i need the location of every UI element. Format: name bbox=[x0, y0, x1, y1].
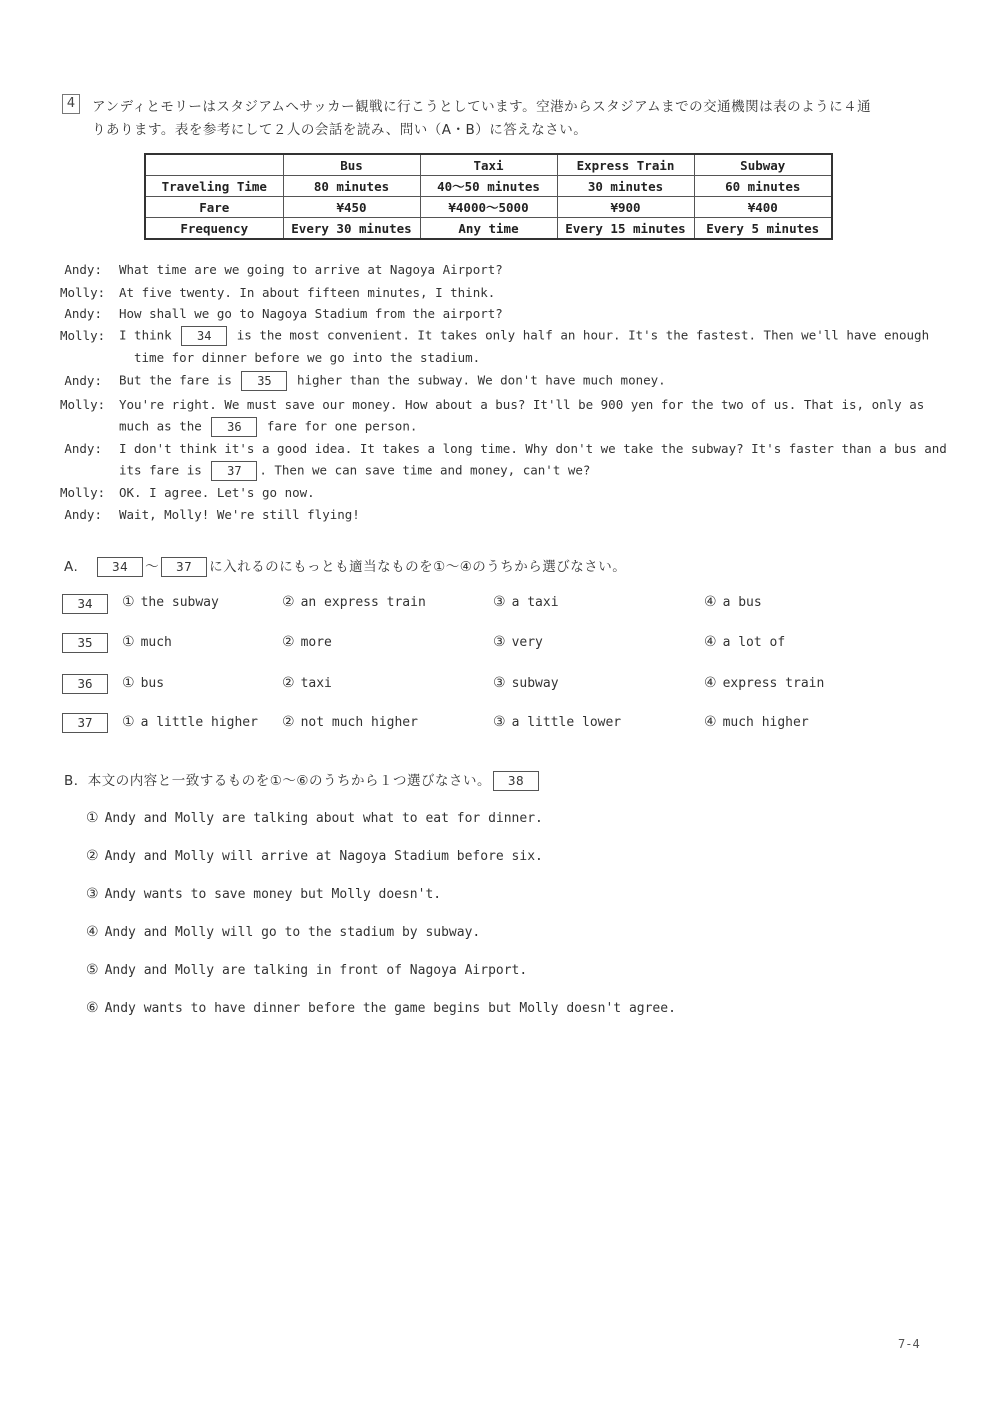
choice-text: Andy wants to have dinner before the game begins but Molly doesn't agree. bbox=[104, 1001, 676, 1016]
choice[interactable] bbox=[86, 886, 441, 902]
dialogue-text: much as the bbox=[119, 418, 202, 434]
option[interactable] bbox=[122, 675, 164, 691]
table-cell: ¥400 bbox=[694, 197, 832, 218]
speaker-label: Andy: bbox=[64, 441, 102, 456]
page-number: 7-4 bbox=[898, 1337, 920, 1351]
table-cell: Frequency bbox=[145, 218, 283, 240]
speaker-label: Andy: bbox=[64, 306, 102, 321]
table-header-row bbox=[145, 154, 832, 176]
option-mark: ① bbox=[122, 594, 135, 610]
option-mark: ④ bbox=[704, 714, 717, 730]
dialogue-line bbox=[119, 371, 666, 391]
option-mark: ① bbox=[122, 675, 135, 691]
option-mark: ④ bbox=[704, 594, 717, 610]
table-cell: 30 minutes bbox=[557, 176, 694, 197]
option-text: very bbox=[511, 635, 543, 650]
choice-text: Andy and Molly are talking in front of Nagoya Airport. bbox=[104, 963, 528, 978]
option-mark: ③ bbox=[493, 675, 506, 691]
range-tilde: ～ bbox=[145, 559, 160, 575]
option-text: a lot of bbox=[722, 635, 786, 650]
dialogue-text: fare for one person. bbox=[266, 418, 418, 434]
option-text: express train bbox=[722, 676, 825, 691]
table-cell: Fare bbox=[145, 197, 283, 218]
item-number-box: 37 bbox=[62, 713, 108, 733]
part-a-heading bbox=[64, 555, 626, 577]
table-row bbox=[145, 197, 832, 218]
speaker-label: Andy: bbox=[64, 373, 102, 388]
option[interactable] bbox=[122, 594, 219, 610]
choice-mark: ② bbox=[86, 848, 99, 864]
dialogue-text: is the most convenient. It takes only half an hour. It's the fastest. Then we'll have enough bbox=[236, 327, 930, 343]
table-cell: Every 30 minutes bbox=[283, 218, 420, 240]
choice-mark: ⑤ bbox=[86, 962, 99, 978]
dialogue-line: OK. I agree. Let's go now. bbox=[119, 485, 315, 500]
option-text: taxi bbox=[300, 676, 332, 691]
table-cell: 60 minutes bbox=[694, 176, 832, 197]
dialogue-text: I think bbox=[119, 327, 172, 343]
option-mark: ④ bbox=[704, 675, 717, 691]
dialogue-line bbox=[119, 461, 590, 481]
option[interactable] bbox=[282, 594, 426, 610]
option[interactable] bbox=[493, 675, 559, 691]
option[interactable] bbox=[704, 714, 809, 730]
option[interactable] bbox=[493, 634, 543, 650]
option-mark: ④ bbox=[704, 634, 717, 650]
choice-mark: ③ bbox=[86, 886, 99, 902]
answer-blank-34: 34 bbox=[181, 326, 227, 346]
option[interactable] bbox=[282, 714, 418, 730]
dialogue-line: At five twenty. In about fifteen minutes, I think. bbox=[119, 285, 496, 300]
option-text: the subway bbox=[140, 595, 219, 610]
option-text: a bus bbox=[722, 595, 762, 610]
answer-box-38: 38 bbox=[493, 771, 539, 791]
option[interactable] bbox=[704, 675, 824, 691]
option-text: subway bbox=[511, 676, 559, 691]
dialogue-text: But the fare is bbox=[119, 372, 232, 388]
dialogue-line bbox=[119, 326, 929, 346]
choice-mark: ④ bbox=[86, 924, 99, 940]
choice[interactable] bbox=[86, 848, 543, 864]
table-header-cell: Subway bbox=[694, 154, 832, 176]
option-mark: ③ bbox=[493, 594, 506, 610]
question-number-box: 4 bbox=[62, 94, 80, 114]
table-header-cell: Bus bbox=[283, 154, 420, 176]
table-row bbox=[145, 176, 832, 197]
dialogue-line: You're right. We must save our money. How about a bus? It'll be 900 yen for the two of us. That is, only as bbox=[119, 397, 925, 412]
speaker-label: Molly: bbox=[60, 285, 106, 300]
dialogue-line bbox=[119, 417, 417, 437]
part-b-heading bbox=[64, 769, 541, 791]
transport-table bbox=[144, 153, 833, 240]
dialogue-text: . Then we can save time and money, can't we? bbox=[259, 462, 591, 478]
dialogue-line: What time are we going to arrive at Nagoya Airport? bbox=[119, 262, 503, 277]
choice[interactable] bbox=[86, 962, 527, 978]
option-mark: ② bbox=[282, 594, 295, 610]
option-text: a little lower bbox=[511, 715, 622, 730]
speaker-label: Molly: bbox=[60, 328, 106, 343]
table-cell: ¥900 bbox=[557, 197, 694, 218]
option-mark: ② bbox=[282, 675, 295, 691]
dialogue-line: time for dinner before we go into the stadium. bbox=[134, 350, 481, 365]
option[interactable] bbox=[493, 594, 559, 610]
option[interactable] bbox=[282, 675, 332, 691]
dialogue-text: its fare is bbox=[119, 462, 202, 478]
intro-line-2: りあります。表を参考にして２人の会話を読み、問い（A・B）に答えなさい。 bbox=[92, 122, 588, 138]
choice[interactable] bbox=[86, 1000, 676, 1016]
table-row bbox=[145, 218, 832, 240]
option-text: bus bbox=[140, 676, 165, 691]
dialogue-line: How shall we go to Nagoya Stadium from the airport? bbox=[119, 306, 503, 321]
table-cell: 40～50 minutes bbox=[420, 176, 557, 197]
option[interactable] bbox=[704, 594, 762, 610]
option-text: a little higher bbox=[140, 715, 258, 730]
table-header-cell: Express Train bbox=[557, 154, 694, 176]
choice-text: Andy and Molly will arrive at Nagoya Stadium before six. bbox=[104, 849, 543, 864]
speaker-label: Molly: bbox=[60, 397, 106, 412]
table-header-cell bbox=[145, 154, 283, 176]
option[interactable] bbox=[122, 714, 258, 730]
choice[interactable] bbox=[86, 810, 543, 826]
option-text: much higher bbox=[722, 715, 809, 730]
speaker-label: Andy: bbox=[64, 507, 102, 522]
choice-text: Andy wants to save money but Molly doesn't. bbox=[104, 887, 442, 902]
option[interactable] bbox=[122, 634, 172, 650]
table-cell: 80 minutes bbox=[283, 176, 420, 197]
option-mark: ② bbox=[282, 634, 295, 650]
option[interactable] bbox=[493, 714, 621, 730]
answer-blank-36: 36 bbox=[211, 417, 257, 437]
speaker-label: Andy: bbox=[64, 262, 102, 277]
choice-mark: ① bbox=[86, 810, 99, 826]
table-cell: Every 15 minutes bbox=[557, 218, 694, 240]
part-a-label: A. bbox=[64, 559, 79, 575]
answer-blank-35: 35 bbox=[241, 371, 287, 391]
range-start-box: 34 bbox=[97, 557, 143, 577]
dialogue-line: Wait, Molly! We're still flying! bbox=[119, 507, 360, 522]
option[interactable] bbox=[704, 634, 785, 650]
choice-text: Andy and Molly are talking about what to eat for dinner. bbox=[104, 811, 543, 826]
table-cell: Any time bbox=[420, 218, 557, 240]
dialogue-text: higher than the subway. We don't have much money. bbox=[296, 372, 666, 388]
item-number-box: 35 bbox=[62, 633, 108, 653]
choice[interactable] bbox=[86, 924, 480, 940]
speaker-label: Molly: bbox=[60, 485, 106, 500]
option-text: much bbox=[140, 635, 172, 650]
intro-line-1: アンディとモリーはスタジアムへサッカー観戦に行こうとしています。空港からスタジアムまでの交通機関は表のように４通 bbox=[92, 99, 872, 115]
item-number-box: 34 bbox=[62, 594, 108, 614]
range-end-box: 37 bbox=[161, 557, 207, 577]
choice-mark: ⑥ bbox=[86, 1000, 99, 1016]
answer-blank-37: 37 bbox=[211, 461, 257, 481]
table-cell: ¥450 bbox=[283, 197, 420, 218]
part-b-instruction: B．本文の内容と一致するものを①～⑥のうちから１つ選びなさい。 bbox=[64, 773, 491, 789]
choice-text: Andy and Molly will go to the stadium by subway. bbox=[104, 925, 481, 940]
table-header-cell: Taxi bbox=[420, 154, 557, 176]
option-mark: ② bbox=[282, 714, 295, 730]
option-mark: ① bbox=[122, 634, 135, 650]
option-text: a taxi bbox=[511, 595, 559, 610]
option[interactable] bbox=[282, 634, 332, 650]
option-text: more bbox=[300, 635, 332, 650]
item-number-box: 36 bbox=[62, 674, 108, 694]
option-mark: ③ bbox=[493, 634, 506, 650]
dialogue-line: I don't think it's a good idea. It takes a long time. Why don't we take the subway? It's faster than a bus and bbox=[119, 441, 947, 456]
part-a-instruction: に入れるのにもっとも適当なものを①～④のうちから選びなさい。 bbox=[209, 559, 627, 575]
option-text: an express train bbox=[300, 595, 426, 610]
option-mark: ③ bbox=[493, 714, 506, 730]
table-cell: Traveling Time bbox=[145, 176, 283, 197]
option-mark: ① bbox=[122, 714, 135, 730]
table-cell: Every 5 minutes bbox=[694, 218, 832, 240]
table-cell: ¥4000～5000 bbox=[420, 197, 557, 218]
option-text: not much higher bbox=[300, 715, 418, 730]
